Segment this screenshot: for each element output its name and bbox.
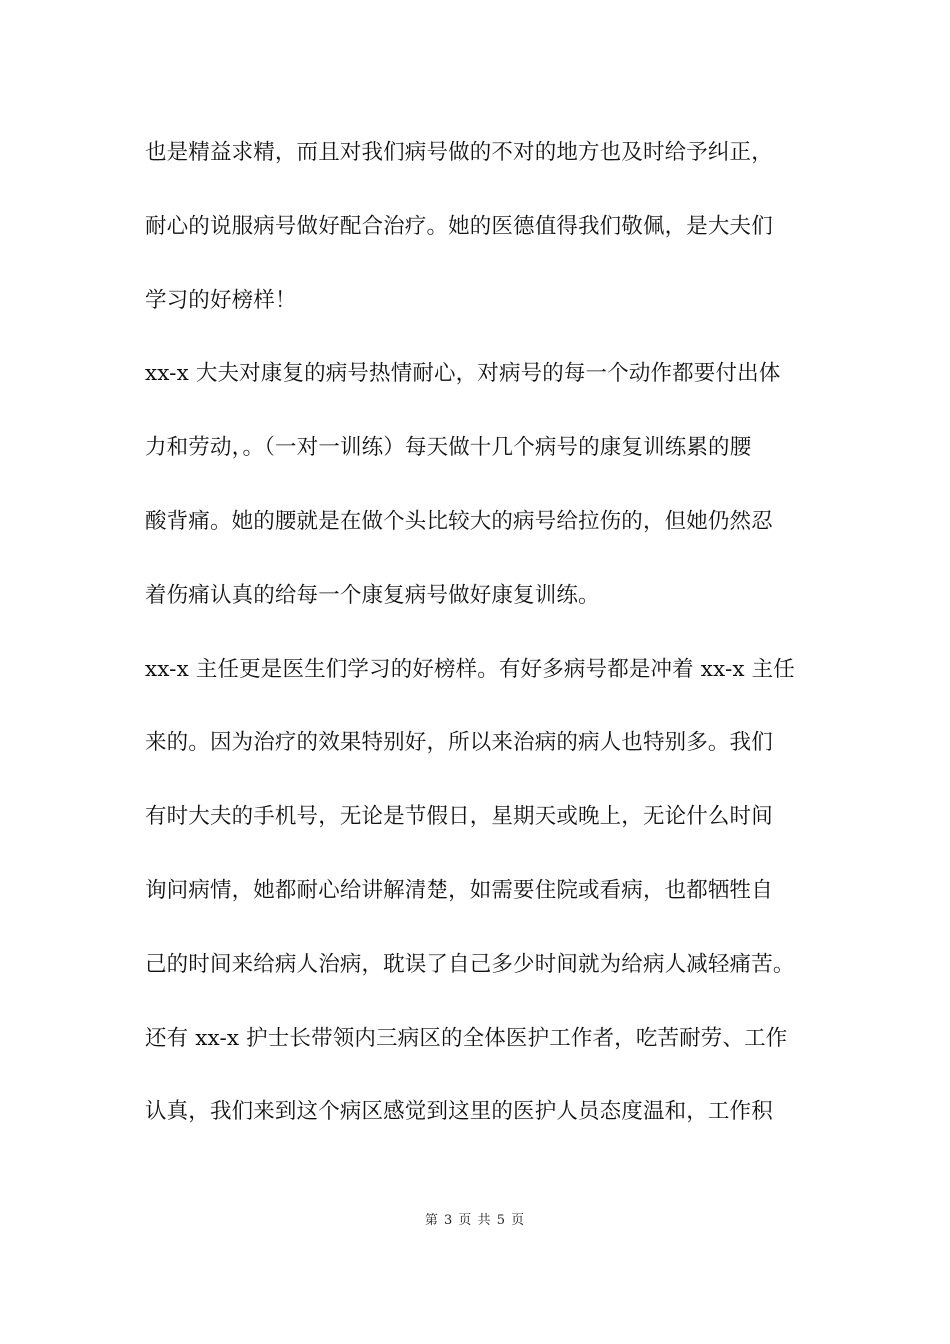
text-line: 耐心的说服病号做好配合治疗。她的医德值得我们敬佩，是大夫们	[145, 213, 773, 239]
text-line: 酸背痛。她的腰就是在做个头比较大的病号给拉伤的，但她仍然忍	[145, 508, 773, 534]
page-number-footer: 第 3 页 共 5 页	[424, 1213, 526, 1228]
text-line: 来的。因为治疗的效果特别好，所以来治病的病人也特别多。我们	[145, 730, 773, 756]
text-line: 学习的好榜样！	[145, 287, 297, 313]
text-line: 认真，我们来到这个病区感觉到这里的医护人员态度温和，工作积	[145, 1099, 773, 1125]
text-line: 也是精益求精，而且对我们病号做的不对的地方也及时给予纠正，	[145, 140, 773, 165]
text-line: 着伤痛认真的给每一个康复病号做好康复训练。	[145, 582, 600, 608]
document-body	[145, 131, 815, 1164]
text-line: xx-x 主任更是医生们学习的好榜样。有好多病号都是冲着 xx-x 主任	[145, 656, 795, 682]
text-line: 询问病情，她都耐心给讲解清楚，如需要住院或看病，也都牺牲自	[145, 877, 773, 903]
text-line: 还有 xx-x 护士长带领内三病区的全体医护工作者，吃苦耐劳、工作	[145, 1025, 788, 1051]
text-line: xx-x 大夫对康复的病号热情耐心，对病号的每一个动作都要付出体	[145, 361, 781, 387]
text-line: 力和劳动，。（一对一训练）每天做十几个病号的康复训练累的腰	[145, 435, 752, 461]
text-line: 有时大夫的手机号，无论是节假日，星期天或晚上，无论什么时间	[145, 804, 773, 830]
text-line: 己的时间来给病人治病，耽误了自己多少时间就为给病人减轻痛苦。	[145, 951, 795, 977]
